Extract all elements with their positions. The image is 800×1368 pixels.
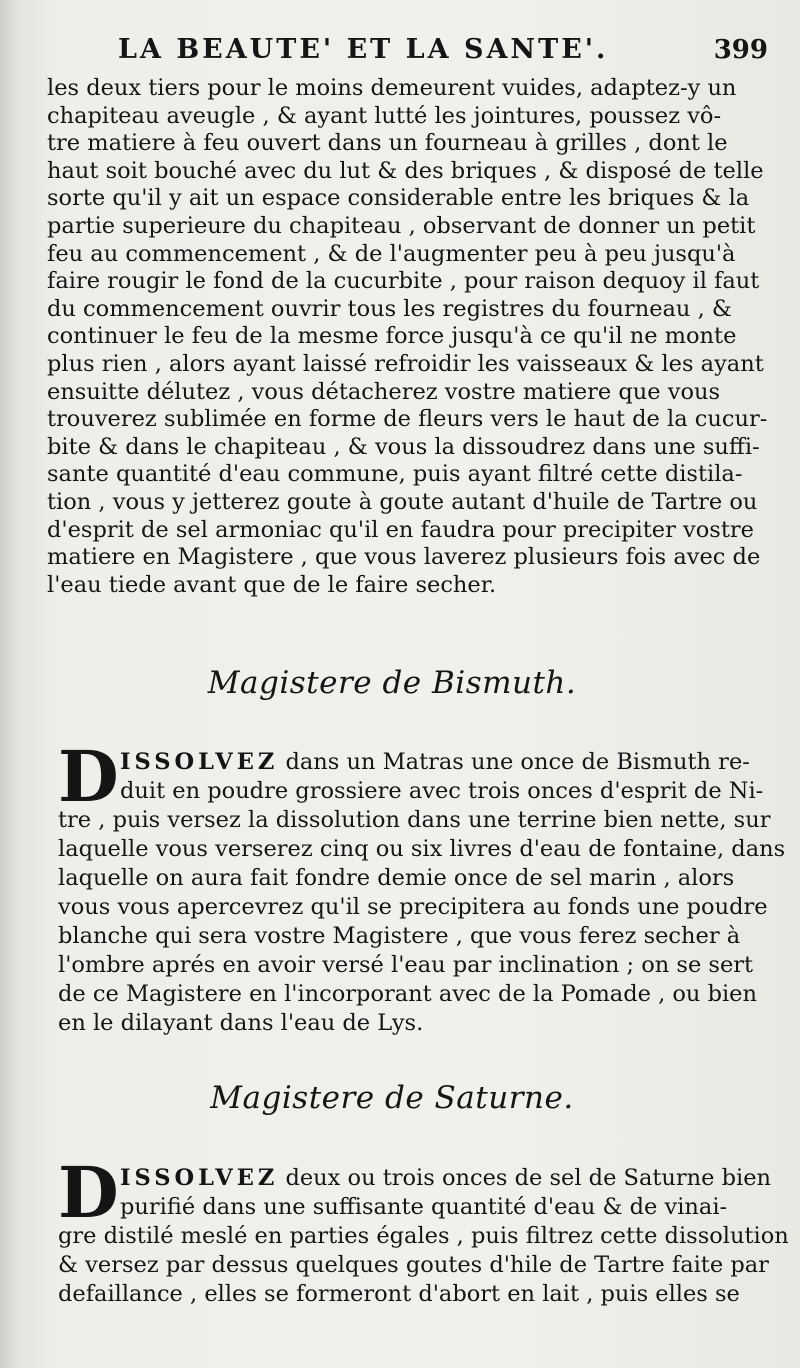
text-line: gre distilé meslé en parties égales , puis filtrez cette dissolution	[58, 1223, 789, 1249]
text-line: vous vous apercevrez qu'il se precipitera au fonds une poudre	[58, 894, 768, 920]
text-line: l'eau tiede avant que de le faire secher.	[47, 571, 497, 598]
text-line: sante quantité d'eau commune, puis ayant filtré cette distila-	[47, 461, 743, 488]
text-line: faire rougir le fond de la cucurbite , pour raison dequoy il faut	[47, 268, 760, 295]
text-line: de ce Magistere en l'incorporant avec de la Pomade , ou bien	[58, 981, 757, 1007]
lead-word: ISSOLVEZ	[120, 1165, 279, 1191]
text-line: laquelle vous verserez cinq ou six livres d'eau de fontaine, dans	[58, 836, 786, 862]
text-line: matiere en Magistere , que vous laverez plusieurs fois avec de	[47, 544, 761, 571]
text-line: trouverez sublimée en forme de fleurs vers le haut de la cucur-	[47, 406, 768, 433]
section-heading-bismuth: Magistere de Bismuth.	[207, 665, 577, 701]
drop-cap: D	[58, 735, 119, 818]
text-line: laquelle on aura fait fondre demie once de sel marin , alors	[58, 865, 735, 891]
paragraph-saturne	[58, 1151, 789, 1328]
paragraph-lines	[58, 1164, 789, 1309]
text-line: chapiteau aveugle , & ayant lutté les jointures, poussez vô-	[47, 102, 722, 129]
paragraph-lines	[58, 748, 786, 1038]
text-line: en le dilayant dans l'eau de Lys.	[58, 1010, 424, 1036]
text-line: tre matiere à feu ouvert dans un fourneau à grilles , dont le	[47, 130, 728, 157]
text-line: d'esprit de sel armoniac qu'il en faudra pour precipiter vostre	[47, 516, 754, 543]
text-line-first	[58, 748, 758, 777]
text-line: tion , vous y jetterez goute à goute autant d'huile de Tartre ou	[47, 488, 758, 515]
lead-word: ISSOLVEZ	[120, 749, 279, 775]
text-line: sorte qu'il y ait un espace considerable entre les briques & la	[47, 185, 750, 212]
text-line: continuer le feu de la mesme force jusqu'à ce qu'il ne monte	[47, 323, 737, 350]
text-fragment: deux ou trois onces de sel de Saturne bien	[285, 1165, 772, 1191]
text-line: purifié dans une suffisante quantité d'eau & de vinai-	[120, 1194, 728, 1220]
text-line: ensuitte délutez , vous détacherez vostre matiere que vous	[47, 378, 721, 405]
text-line: partie superieure du chapiteau , observant de donner un petit	[47, 212, 756, 239]
text-line: duit en poudre grossiere avec trois onces d'esprit de Ni-	[120, 778, 764, 804]
page-number: 399	[713, 35, 768, 65]
text-line: defaillance , elles se formeront d'abort en lait , puis elles se	[58, 1281, 740, 1307]
text-line: haut soit bouché avec du lut & des briques , & disposé de telle	[47, 157, 764, 184]
text-fragment: dans un Matras une once de Bismuth re-	[285, 749, 750, 775]
page-header	[118, 34, 768, 70]
text-line: les deux tiers pour le moins demeurent vuides, adaptez-y un	[47, 75, 737, 101]
paragraph-bismuth	[58, 735, 786, 1042]
text-line: blanche qui sera vostre Magistere , que vous ferez secher à	[58, 923, 741, 949]
drop-cap: D	[58, 1151, 119, 1234]
text-line: plus rien , alors ayant laissé refroidir les vaisseaux & les ayant	[47, 350, 764, 377]
text-line: du commencement ouvrir tous les registres du fourneau , &	[47, 295, 732, 322]
text-line: l'ombre aprés en avoir versé l'eau par inclination ; on se sert	[58, 952, 754, 978]
text-line-first	[58, 1164, 772, 1193]
page-gutter-shadow	[0, 0, 18, 1368]
text-line: tre , puis versez la dissolution dans une terrine bien nette, sur	[58, 807, 771, 833]
running-title: LA BEAUTE' ET LA SANTE'.	[118, 34, 609, 65]
continuation-paragraph	[47, 75, 768, 599]
text-line: feu au commencement , & de l'augmenter peu à peu jusqu'à	[47, 240, 736, 267]
text-line: & versez par dessus quelques goutes d'hile de Tartre faite par	[58, 1252, 769, 1278]
text-line: bite & dans le chapiteau , & vous la dissoudrez dans une suffi-	[47, 433, 760, 460]
section-heading-saturne: Magistere de Saturne.	[210, 1080, 574, 1116]
